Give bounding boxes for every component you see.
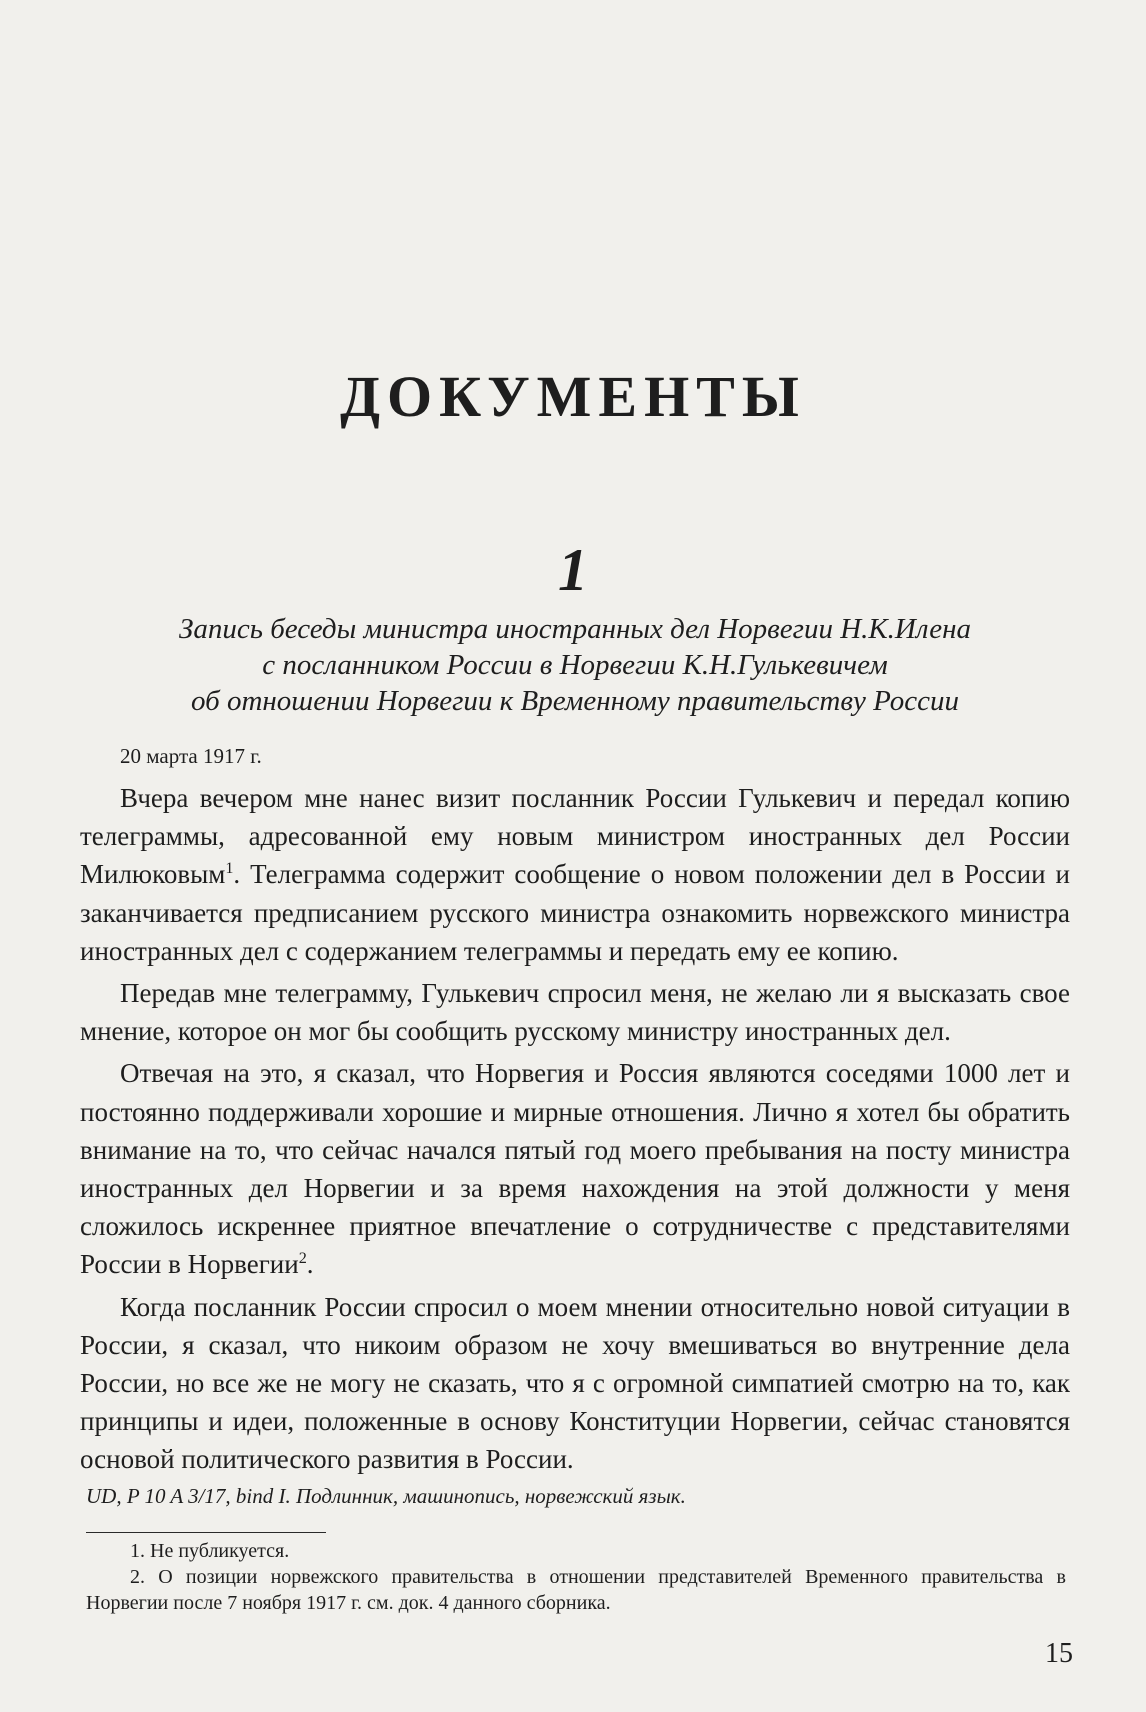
body-paragraph [80, 1054, 1070, 1283]
footnotes [86, 1538, 1066, 1616]
paragraph-text: . [306, 1249, 314, 1280]
document-date: 20 марта 1917 г. [120, 744, 262, 768]
page-number: 15 [1045, 1638, 1073, 1669]
paragraph-text: Когда посланник России спросил о моем мнении относительно новой ситуации в России, я сказал, что никоим образом не хочу вмешиваться во внутренние дела России, но все же не могу не сказать, что я с огромной симпатией смотрю на то, как принципы и идеи, положенные в основу Конституции Норвегии, сейчас становятся основой политического развития в России. [80, 1291, 1070, 1475]
archival-source-note: UD, P 10 A 3/17, bind I. Подлинник, машинопись, норвежский язык. [86, 1484, 686, 1508]
body-paragraph [80, 1288, 1070, 1479]
footnote-ref: 2 [298, 1249, 307, 1268]
document-title-line: с посланником России в Норвегии К.Н.Гулькевичем [262, 649, 888, 681]
paragraph-text: Вчера вечером мне нанес визит посланник России Гулькевич и передал копию телеграммы, адресованной ему новым министром иностранных дел России Милюковым [80, 783, 1070, 890]
document-number: 1 [558, 537, 588, 603]
paragraph-text: Передав мне телеграмму, Гулькевич спросил меня, не желаю ли я высказать свое мнение, которое он мог бы сообщить русскому министру иностранных дел. [80, 978, 1070, 1047]
paragraph-text: . Телеграмма содержит сообщение о новом положении дел в России и заканчивается предписанием русского министра ознакомить норвежского министра иностранных дел с содержанием телеграммы и передать ему ее копию. [80, 859, 1070, 966]
document-title-line: об отношении Норвегии к Временному правительству России [191, 685, 959, 717]
footnote-ref: 1 [225, 859, 234, 878]
body-paragraph [80, 779, 1070, 970]
footnote-divider [86, 1532, 326, 1533]
paragraph-text: Отвечая на это, я сказал, что Норвегия и Россия являются соседями 1000 лет и постоянно поддерживали хорошие и мирные отношения. Лично я хотел бы обратить внимание на то, что сейчас начался пятый год моего пребывания на посту министра иностранных дел Норвегии и за время нахождения на этой должности у меня сложилось искреннее приятное впечатление о сотрудничестве с представителями России в Норвегии [80, 1058, 1070, 1280]
footnote: 1. Не публикуется. [130, 1540, 290, 1562]
body-paragraph [80, 974, 1070, 1050]
document-body [80, 779, 1070, 1483]
document-title [80, 611, 1070, 719]
footnote: 2. О позиции норвежского правительства в отношении представителей Временного правительства в Норвегии после 7 ноября 1917 г. см. док. 4 данного сборника. [86, 1566, 1066, 1614]
document-title-line: Запись беседы министра иностранных дел Норвегии Н.К.Илена [179, 613, 971, 645]
section-heading: ДОКУМЕНТЫ [340, 364, 806, 429]
